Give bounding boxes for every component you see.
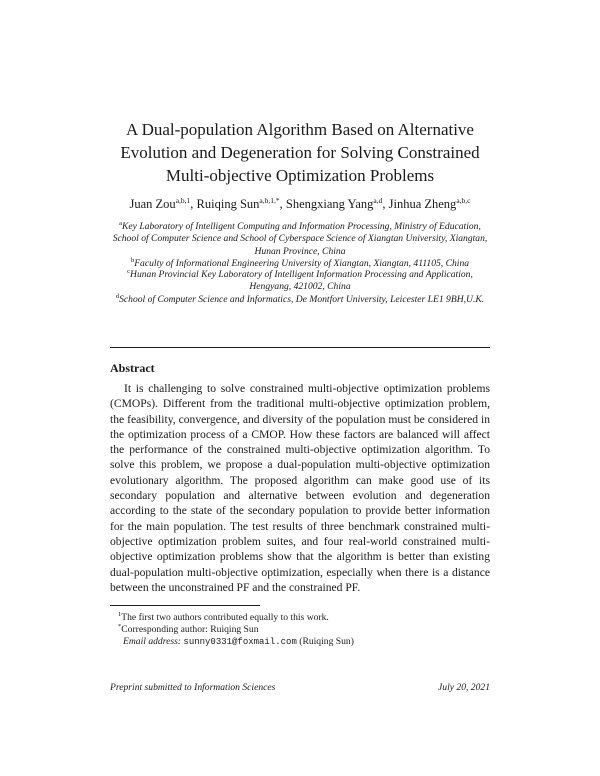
paper-title bbox=[60, 118, 540, 187]
footnote-corresponding-author bbox=[118, 624, 259, 636]
abstract-body: It is challenging to solve constrained multi-objective optimization problems (CMOPs). Different from the traditional multi-objective optimization problem, the feasibility, convergence, and diversity of the population must be considered in the optimization process of a CMOP. How these factors are balanced will affect the performance of the constrained multi-objective optimization algorithm. To solve this problem, we propose a dual-population multi-objective optimization evolutionary algorithm. The proposed algorithm can make good use of its secondary population and alternative between evolution and degeneration according to the state of the secondary population to provide better information for the main population. The test results of three benchmark constrained multi-objective optimization problem suites, and four real-world constrained multi-objective optimization problems show that the algorithm is better than existing dual-population multi-objective optimization, especially when there is a distance between the unconstrained PF and the constrained PF. bbox=[110, 382, 490, 594]
abstract-heading: Abstract bbox=[110, 361, 155, 375]
title-line-2: Evolution and Degeneration for Solving Constrained bbox=[120, 143, 480, 162]
title-line-3: Multi-objective Optimization Problems bbox=[165, 166, 435, 185]
affiliation-mark: b bbox=[130, 257, 135, 264]
footer-preprint-note: Preprint submitted to Information Sciences bbox=[110, 682, 276, 693]
footnote-text: Corresponding author: Ruiqing Sun bbox=[121, 624, 259, 635]
author-name: Juan Zou bbox=[129, 197, 176, 211]
author-name: Ruiqing Sun bbox=[196, 197, 260, 211]
affiliation-d bbox=[112, 294, 488, 306]
affiliation-mark: a bbox=[119, 220, 123, 227]
affiliation-text: Hunan Provincial Key Laboratory of Intelligent Information Processing and Application, Hengyang, 421002, China bbox=[130, 269, 473, 293]
footnote-mark: * bbox=[118, 623, 122, 630]
footnote-text: The first two authors contributed equally to this work. bbox=[121, 612, 329, 623]
email-label: Email address: bbox=[123, 636, 182, 647]
footnote-email bbox=[123, 636, 354, 648]
abstract-top-rule bbox=[110, 347, 490, 348]
email-address-link[interactable]: sunny0331@foxmail.com bbox=[183, 637, 297, 647]
footnote-equal-contribution bbox=[118, 612, 329, 624]
footer-date: July 20, 2021 bbox=[438, 682, 490, 693]
author-separator: , bbox=[190, 197, 197, 211]
title-line-1: A Dual-population Algorithm Based on Alternative bbox=[126, 120, 474, 139]
author-separator: , bbox=[382, 197, 389, 211]
footnote-rule bbox=[110, 605, 260, 606]
affiliation-text: Faculty of Informational Engineering University of Xiangtan, Xiangtan, 411105, China bbox=[134, 258, 470, 269]
affiliation-text: Key Laboratory of Intelligent Computing and Information Processing, Ministry of Education, School of Computer Science and School of Cyberspace Science of Xiangtan University, Xiangtan, Hunan Province, China bbox=[112, 221, 488, 257]
footnote-mark: 1 bbox=[118, 611, 122, 618]
author-affiliation-marks: a,b,c bbox=[456, 196, 471, 205]
author-list bbox=[60, 196, 540, 212]
affiliation-a bbox=[112, 221, 488, 258]
affiliation-mark: c bbox=[127, 268, 131, 275]
author-affiliation-marks: a,b,1 bbox=[175, 196, 191, 205]
affiliation-text: School of Computer Science and Informatics, De Montfort University, Leicester LE1 9BH,U.K. bbox=[119, 294, 485, 305]
author-affiliation-marks: a,d bbox=[373, 196, 383, 205]
email-owner: (Ruiqing Sun) bbox=[299, 636, 354, 647]
author-separator: , bbox=[279, 197, 286, 211]
author-name: Jinhua Zheng bbox=[388, 197, 457, 211]
affiliation-c bbox=[112, 269, 488, 294]
author-name: Shengxiang Yang bbox=[285, 197, 374, 211]
affiliation-mark: d bbox=[115, 293, 120, 300]
author-affiliation-marks: a,b,1,* bbox=[259, 196, 280, 205]
